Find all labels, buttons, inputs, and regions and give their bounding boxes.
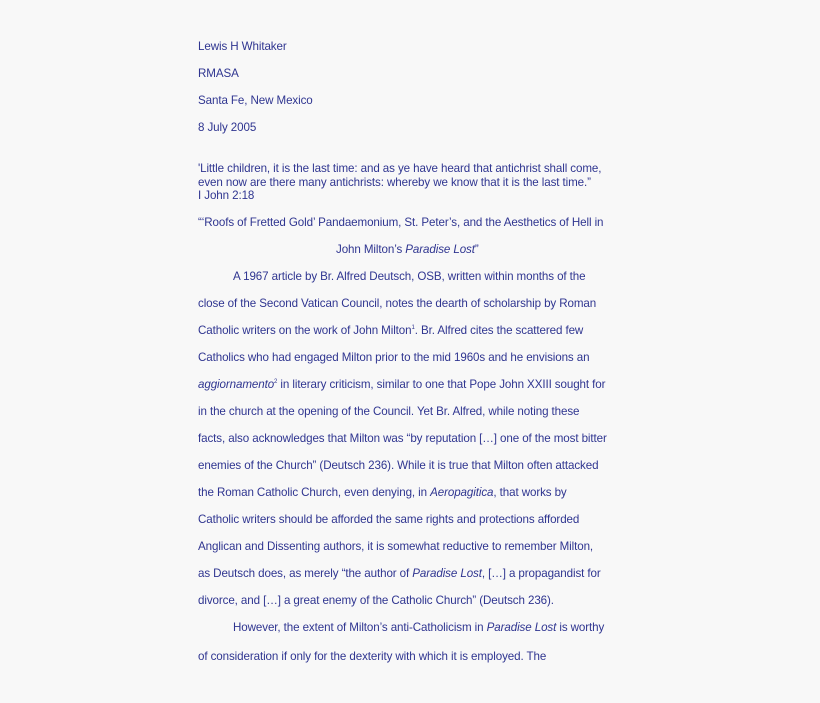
location: Santa Fe, New Mexico [198, 94, 313, 107]
body-line [198, 486, 567, 499]
organization: RMASA [198, 67, 239, 80]
title-text: ” [474, 243, 479, 256]
body-line: facts, also acknowledges that Milton was “by reputation […] one of the most bitter [198, 432, 607, 445]
epigraph-line: even now are there many antichrists: whereby we know that it is the last time.” [198, 176, 591, 189]
body-italic: Paradise Lost [412, 567, 482, 580]
body-italic: aggiornamento [198, 378, 275, 391]
body-text: the Roman Catholic Church, even denying, in [198, 486, 431, 499]
body-italic: Aeropagitica [430, 486, 494, 499]
body-text: is worthy [556, 621, 605, 634]
body-line: in the church at the opening of the Council. Yet Br. Alfred, while noting these [198, 405, 580, 418]
body-line: Catholic writers should be afforded the same rights and protections afforded [198, 513, 580, 526]
epigraph-line: 'Little children, it is the last time: and as ye have heard that antichrist shall come, [198, 162, 602, 175]
date: 8 July 2005 [198, 121, 257, 134]
body-line [233, 621, 604, 634]
body-text: Catholic writers on the work of John Milton [198, 324, 412, 337]
body-text: as Deutsch does, as merely “the author of [198, 567, 413, 580]
essay-title-line [336, 243, 479, 256]
body-italic: Paradise Lost [486, 621, 557, 634]
body-text: However, the extent of Milton’s anti-Catholicism in [233, 621, 487, 634]
body-line [198, 567, 601, 580]
body-line: close of the Second Vatican Council, notes the dearth of scholarship by Roman [198, 297, 597, 310]
epigraph-citation: I John 2:18 [198, 189, 255, 202]
body-line [198, 324, 583, 337]
footnote-marker[interactable]: 2 [274, 379, 278, 385]
footnote-marker[interactable]: 1 [411, 325, 415, 331]
body-line: A 1967 article by Br. Alfred Deutsch, OSB, written within months of the [233, 270, 586, 283]
body-text: , that works by [493, 486, 567, 499]
body-line: of consideration if only for the dexterity with which it is employed. The [198, 650, 547, 663]
body-text: , […] a propagandist for [481, 567, 601, 580]
author-name: Lewis H Whitaker [198, 40, 287, 53]
body-line: enemies of the Church” (Deutsch 236). While it is true that Milton often attacked [198, 459, 599, 472]
body-line: divorce, and […] a great enemy of the Catholic Church” (Deutsch 236). [198, 594, 554, 607]
body-line: Catholics who had engaged Milton prior to the mid 1960s and he envisions an [198, 351, 590, 364]
body-line: Anglican and Dissenting authors, it is somewhat reductive to remember Milton, [198, 540, 594, 553]
title-text: John Milton’s [336, 243, 406, 256]
body-line [198, 378, 605, 391]
body-text: in literary criticism, similar to one that Pope John XXIII sought for [277, 378, 606, 391]
body-text: . Br. Alfred cites the scattered few [414, 324, 584, 337]
essay-title-line: “‘Roofs of Fretted Gold’ Pandaemonium, St. Peter’s, and the Aesthetics of Hell in [198, 216, 604, 229]
title-italic: Paradise Lost [405, 243, 475, 256]
